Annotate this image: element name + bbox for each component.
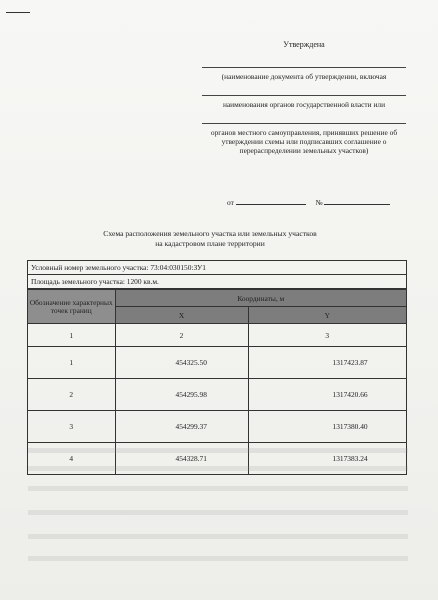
show-through-3 <box>28 486 408 491</box>
scheme-title <box>60 229 360 249</box>
approval-title: Утверждена <box>283 40 325 49</box>
point-cell: 3 <box>28 411 115 443</box>
approval-line-3 <box>202 123 406 124</box>
number-label: № <box>315 198 323 207</box>
index-cell-2: 2 <box>115 324 248 347</box>
approval-caption-3: органов местного самоуправления, принявших решение об утверждении схемы или подписавших соглашение о перераспределении земельных участков) <box>210 128 398 155</box>
area-row: Площадь земельного участка: 1200 кв.м. <box>28 275 406 289</box>
point-cell: 4 <box>28 443 115 475</box>
scheme-title-line-1: Схема расположения земельного участка или земельных участков <box>103 229 317 238</box>
approval-line-1 <box>202 67 406 68</box>
x-cell: 454295.98 <box>115 379 248 411</box>
y-cell: 1317380.40 <box>248 411 406 443</box>
index-cell-3: 3 <box>248 324 406 347</box>
approval-block <box>200 40 408 155</box>
approval-caption-2: наименования органов государственной власти или <box>222 100 386 109</box>
header-points: Обозначение характерных точек границ <box>28 290 115 324</box>
approval-caption-1: (наименование документа об утверждении, включая <box>221 72 387 81</box>
show-through-2 <box>28 466 408 471</box>
table-row <box>28 347 406 379</box>
show-through-4 <box>28 510 408 515</box>
approval-line-2 <box>202 95 406 96</box>
header-coordinates: Координаты, м <box>115 290 406 307</box>
table-row <box>28 411 406 443</box>
date-number-line <box>227 198 390 207</box>
date-blank <box>236 198 306 205</box>
show-through-5 <box>28 534 408 539</box>
plot-number-row: Условный номер земельного участка: 73:04:030150:ЗУ1 <box>28 261 406 275</box>
coordinates-grid <box>28 289 406 474</box>
table-row <box>28 379 406 411</box>
y-cell: 1317420.66 <box>248 379 406 411</box>
coordinates-table <box>27 260 407 475</box>
scheme-title-line-2: на кадастровом плане территории <box>155 239 265 248</box>
y-cell: 1317423.87 <box>248 347 406 379</box>
point-cell: 2 <box>28 379 115 411</box>
header-x: X <box>115 307 248 324</box>
show-through-6 <box>28 556 408 561</box>
corner-mark <box>6 12 30 13</box>
y-cell: 1317383.24 <box>248 443 406 475</box>
x-cell: 454325.50 <box>115 347 248 379</box>
x-cell: 454328.71 <box>115 443 248 475</box>
header-y: Y <box>248 307 406 324</box>
point-cell: 1 <box>28 347 115 379</box>
number-blank <box>324 198 390 205</box>
x-cell: 454299.37 <box>115 411 248 443</box>
date-label: от <box>227 198 234 207</box>
show-through-1 <box>28 448 408 453</box>
index-cell-1: 1 <box>28 324 115 347</box>
